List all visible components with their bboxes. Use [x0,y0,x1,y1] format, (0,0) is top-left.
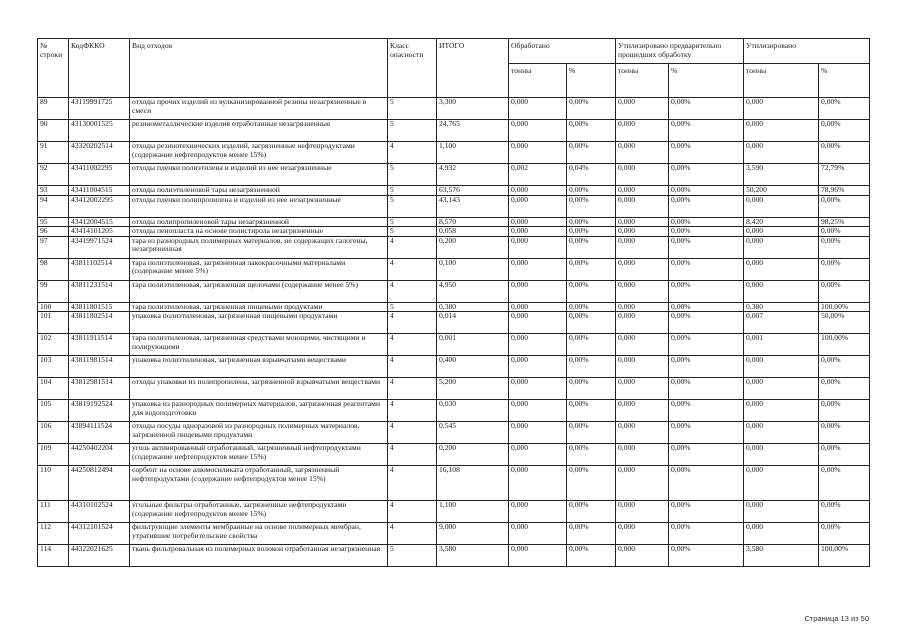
hazard-class: 4 [388,400,437,422]
table-row [38,501,870,523]
utilized-pct: 98,25% [819,217,870,227]
hazard-class: 5 [388,98,437,120]
row-number: 114 [38,545,69,567]
row-number: 89 [38,98,69,120]
waste-description: тара полиэтиленовая, загрязненная пищевыми продуктами [130,302,388,312]
utilized-pct: 100,00% [819,334,870,356]
total-tons: 4,950 [437,280,509,302]
table-row [38,280,870,302]
waste-description: отходы пленки полиэтилена и изделий из нее незагрязненные [130,164,388,186]
total-tons: 3,580 [437,545,509,567]
utilized-pre-pct: 0,00% [669,523,744,545]
processed-pct: 0,00% [567,195,616,217]
processed-pct: 0,00% [567,302,616,312]
waste-code: 43811911514 [69,334,130,356]
header-code: КодФККО [69,39,130,98]
row-number: 103 [38,356,69,378]
waste-description: отходы полиэтиленовой тары незагрязненной [130,186,388,196]
processed-tons: 0,000 [509,523,567,545]
utilized-pre-pct: 0,00% [669,466,744,501]
waste-description: отходы пленки полипропилена и изделий из нее незагрязненные [130,195,388,217]
processed-tons: 0,000 [509,98,567,120]
processed-tons: 0,000 [509,280,567,302]
processed-tons: 0,000 [509,258,567,280]
header-row-number: № строки [38,39,69,98]
utilized-pct: 0,00% [819,236,870,258]
utilized-pre-pct: 0,00% [669,302,744,312]
waste-description: упаковка из разнородных полимерных материалов, загрязненная реагентами для водоподготовки [130,400,388,422]
waste-description: отходы пенопласта на основе полистирола незагрязненные [130,227,388,237]
row-number: 96 [38,227,69,237]
processed-tons: 0,000 [509,217,567,227]
utilized-pre-tons: 0,000 [616,302,669,312]
waste-description: отходы резинотехнических изделий, загрязненные нефтепродуктами (содержание нефтепродуктов менее 15%) [130,142,388,164]
utilized-tons: 50,200 [744,186,819,196]
processed-pct: 0,00% [567,312,616,334]
utilized-pre-pct: 0,00% [669,142,744,164]
header-processed-tons: тонны [509,64,567,98]
row-number: 112 [38,523,69,545]
processed-pct: 0,00% [567,227,616,237]
utilized-pct: 0,00% [819,142,870,164]
utilized-pre-tons: 0,000 [616,164,669,186]
table-row [38,258,870,280]
total-tons: 0,200 [437,444,509,466]
utilized-tons: 0,000 [744,501,819,523]
utilized-tons: 3,580 [744,545,819,567]
processed-tons: 0,000 [509,142,567,164]
utilized-pct: 0,00% [819,356,870,378]
utilized-pre-tons: 0,000 [616,312,669,334]
utilized-tons: 0,000 [744,120,819,142]
utilized-pre-tons: 0,000 [616,545,669,567]
row-number: 94 [38,195,69,217]
row-number: 110 [38,466,69,501]
total-tons: 0,400 [437,356,509,378]
waste-description: ткань фильтровальная из полимерных волокон отработанная незагрязненная [130,545,388,567]
waste-code: 44312101524 [69,523,130,545]
utilized-tons: 0,000 [744,236,819,258]
utilized-pre-tons: 0,000 [616,280,669,302]
utilized-pre-tons: 0,000 [616,422,669,444]
waste-code: 43412002295 [69,195,130,217]
waste-code: 44250812494 [69,466,130,501]
hazard-class: 4 [388,501,437,523]
total-tons: 16,108 [437,466,509,501]
waste-code: 43811801515 [69,302,130,312]
total-tons: 1,100 [437,142,509,164]
processed-pct: 0,00% [567,120,616,142]
total-tons: 0,001 [437,334,509,356]
total-tons: 0,058 [437,227,509,237]
waste-code: 43419971524 [69,236,130,258]
waste-code: 43412004515 [69,217,130,227]
utilized-pre-tons: 0,000 [616,378,669,400]
utilized-pct: 0,00% [819,227,870,237]
row-number: 101 [38,312,69,334]
total-tons: 4,932 [437,164,509,186]
processed-pct: 0,00% [567,236,616,258]
hazard-class: 5 [388,195,437,217]
total-tons: 63,576 [437,186,509,196]
processed-pct: 0,00% [567,501,616,523]
header-utilized: Утилизировано [744,39,870,64]
header-utilized-pre-pct: % [669,64,744,98]
hazard-class: 5 [388,545,437,567]
utilized-pct: 0,00% [819,523,870,545]
processed-pct: 0,00% [567,378,616,400]
hazard-class: 4 [388,422,437,444]
processed-tons: 0,000 [509,400,567,422]
hazard-class: 5 [388,164,437,186]
utilized-pct: 0,00% [819,466,870,501]
utilized-pre-tons: 0,000 [616,258,669,280]
utilized-pre-pct: 0,00% [669,98,744,120]
hazard-class: 4 [388,356,437,378]
utilized-pct: 0,00% [819,422,870,444]
utilized-pre-pct: 0,00% [669,120,744,142]
table-row [38,227,870,237]
header-hazard-class: Класс опасности [388,39,437,98]
waste-table [37,38,870,567]
utilized-pre-pct: 0,00% [669,400,744,422]
processed-pct: 0,00% [567,334,616,356]
waste-code: 44250402204 [69,444,130,466]
processed-tons: 0,000 [509,120,567,142]
utilized-pct: 0,00% [819,444,870,466]
processed-pct: 0,00% [567,142,616,164]
hazard-class: 4 [388,280,437,302]
utilized-pre-pct: 0,00% [669,195,744,217]
table-row [38,98,870,120]
hazard-class: 5 [388,302,437,312]
processed-pct: 0,00% [567,523,616,545]
total-tons: 24,765 [437,120,509,142]
processed-pct: 0,00% [567,356,616,378]
total-tons: 5,200 [437,378,509,400]
utilized-pct: 78,96% [819,186,870,196]
processed-tons: 0,000 [509,236,567,258]
utilized-pct: 0,00% [819,120,870,142]
row-number: 104 [38,378,69,400]
utilized-pre-pct: 0,00% [669,280,744,302]
utilized-tons: 8,420 [744,217,819,227]
utilized-tons: 0,000 [744,98,819,120]
processed-tons: 0,000 [509,312,567,334]
utilized-pct: 0,00% [819,501,870,523]
processed-tons: 0,000 [509,186,567,196]
processed-tons: 0,000 [509,378,567,400]
table-row [38,120,870,142]
utilized-tons: 0,001 [744,334,819,356]
utilized-pre-tons: 0,000 [616,227,669,237]
utilized-tons: 0,000 [744,195,819,217]
processed-pct: 0,00% [567,258,616,280]
utilized-pre-pct: 0,00% [669,227,744,237]
waste-code: 43811231514 [69,280,130,302]
total-tons: 8,570 [437,217,509,227]
page-number: Страница 13 из 50 [804,614,869,623]
table-row [38,466,870,501]
hazard-class: 4 [388,523,437,545]
utilized-pre-pct: 0,00% [669,444,744,466]
utilized-tons: 0,000 [744,400,819,422]
header-processed-pct: % [567,64,616,98]
processed-pct: 0,00% [567,545,616,567]
waste-description: отходы полипропиленовой тары незагрязненной [130,217,388,227]
utilized-tons: 0,000 [744,523,819,545]
table-row [38,400,870,422]
waste-description: отходы посуды одноразовой из разнородных полимерных материалов, загрязненной пищевыми продуктами [130,422,388,444]
processed-tons: 0,000 [509,227,567,237]
utilized-pre-pct: 0,00% [669,545,744,567]
processed-pct: 0,00% [567,186,616,196]
waste-code: 43411002295 [69,164,130,186]
waste-code: 43320202514 [69,142,130,164]
table-row [38,334,870,356]
waste-description: отходы упаковки из полипропилена, загрязненной взрывчатыми веществами [130,378,388,400]
row-number: 93 [38,186,69,196]
waste-code: 43414101205 [69,227,130,237]
total-tons: 0,545 [437,422,509,444]
waste-code: 44310102524 [69,501,130,523]
row-number: 109 [38,444,69,466]
waste-description: резинометаллические изделия отработанные незагрязненные [130,120,388,142]
utilized-pct: 0,00% [819,400,870,422]
waste-code: 43811102514 [69,258,130,280]
total-tons: 0,200 [437,236,509,258]
total-tons: 0,380 [437,302,509,312]
total-tons: 0,014 [437,312,509,334]
header-utilized-pre: Утилизировано предварительно прошедших обработку [616,39,744,64]
hazard-class: 4 [388,312,437,334]
utilized-pre-pct: 0,00% [669,258,744,280]
utilized-tons: 0,000 [744,466,819,501]
table-row [38,444,870,466]
processed-tons: 0,000 [509,545,567,567]
utilized-pct: 0,00% [819,98,870,120]
row-number: 95 [38,217,69,227]
waste-code: 43819192524 [69,400,130,422]
row-number: 97 [38,236,69,258]
processed-pct: 0,00% [567,466,616,501]
header-utilized-tons: тонны [744,64,819,98]
utilized-pre-pct: 0,00% [669,217,744,227]
utilized-pre-pct: 0,00% [669,378,744,400]
waste-code: 43811802514 [69,312,130,334]
waste-description: тара полиэтиленовая, загрязненная щелочами (содержание менее 5%) [130,280,388,302]
utilized-pre-tons: 0,000 [616,523,669,545]
processed-pct: 0,00% [567,98,616,120]
header-waste-type: Вид отходов [130,39,388,98]
utilized-pre-tons: 0,000 [616,356,669,378]
processed-tons: 0,000 [509,444,567,466]
waste-description: тара из разнородных полимерных материалов, не содержащих галогены, незагрязненная [130,236,388,258]
row-number: 100 [38,302,69,312]
hazard-class: 5 [388,217,437,227]
header-total: ИТОГО [437,39,509,98]
table-row [38,186,870,196]
utilized-pre-tons: 0,000 [616,98,669,120]
utilized-tons: 0,000 [744,356,819,378]
processed-pct: 0,00% [567,280,616,302]
table-row [38,523,870,545]
total-tons: 0,100 [437,258,509,280]
waste-code: 43411004515 [69,186,130,196]
utilized-tons: 0,007 [744,312,819,334]
utilized-pre-tons: 0,000 [616,186,669,196]
processed-pct: 0,04% [567,164,616,186]
processed-tons: 0,000 [509,356,567,378]
waste-description: сорбент на основе алюмосиликата отработанный, загрязненный нефтепродуктами (содержание нефтепродуктов менее 15%) [130,466,388,501]
hazard-class: 4 [388,258,437,280]
utilized-pre-pct: 0,00% [669,164,744,186]
utilized-tons: 0,000 [744,258,819,280]
waste-code: 43130001525 [69,120,130,142]
utilized-pre-tons: 0,000 [616,501,669,523]
row-number: 92 [38,164,69,186]
processed-tons: 0,000 [509,422,567,444]
row-number: 102 [38,334,69,356]
table-row [38,422,870,444]
hazard-class: 4 [388,236,437,258]
utilized-pct: 0,00% [819,280,870,302]
row-number: 91 [38,142,69,164]
utilized-pre-tons: 0,000 [616,236,669,258]
utilized-pre-pct: 0,00% [669,501,744,523]
utilized-tons: 0,000 [744,444,819,466]
table-row [38,217,870,227]
utilized-pre-tons: 0,000 [616,195,669,217]
waste-description: угольные фильтры отработанные, загрязненные нефтепродуктами (содержание нефтепродуктов менее 15%) [130,501,388,523]
processed-tons: 0,000 [509,334,567,356]
utilized-tons: 0,000 [744,227,819,237]
utilized-pre-tons: 0,000 [616,466,669,501]
waste-description: упаковка полиэтиленовая, загрязненная пищевыми продуктами [130,312,388,334]
waste-description: упаковка полиэтиленовая, загрязненная взрывчатыми веществами [130,356,388,378]
waste-description: отходы прочих изделий из вулканизированной резины незагрязненные в смеси [130,98,388,120]
utilized-pre-pct: 0,00% [669,236,744,258]
utilized-pre-pct: 0,00% [669,312,744,334]
table-row [38,356,870,378]
hazard-class: 5 [388,186,437,196]
processed-tons: 0,000 [509,302,567,312]
waste-description: тара полиэтиленовая, загрязненная средствами моющими, чистящими и полирующими [130,334,388,356]
table-row [38,236,870,258]
utilized-tons: 0,000 [744,142,819,164]
row-number: 106 [38,422,69,444]
table-row [38,142,870,164]
table-row [38,164,870,186]
row-number: 99 [38,280,69,302]
row-number: 105 [38,400,69,422]
table-row [38,545,870,567]
processed-pct: 0,00% [567,217,616,227]
processed-pct: 0,00% [567,422,616,444]
utilized-pre-tons: 0,000 [616,400,669,422]
waste-description: фильтрующие элементы мембранные на основе полимерных мембран, утратившие потребительские свойства [130,523,388,545]
utilized-pre-pct: 0,00% [669,422,744,444]
row-number: 98 [38,258,69,280]
utilized-pre-tons: 0,000 [616,142,669,164]
table-row [38,302,870,312]
table-row [38,378,870,400]
utilized-pct: 100,00% [819,545,870,567]
hazard-class: 5 [388,120,437,142]
waste-code: 43894111524 [69,422,130,444]
utilized-tons: 0,380 [744,302,819,312]
processed-pct: 0,00% [567,444,616,466]
processed-tons: 0,000 [509,195,567,217]
processed-tons: 0,000 [509,466,567,501]
utilized-pre-pct: 0,00% [669,186,744,196]
hazard-class: 4 [388,466,437,501]
total-tons: 0,030 [437,400,509,422]
waste-code: 43811981514 [69,356,130,378]
hazard-class: 4 [388,378,437,400]
header-utilized-pct: % [819,64,870,98]
hazard-class: 5 [388,227,437,237]
total-tons: 1,100 [437,501,509,523]
utilized-pre-tons: 0,000 [616,217,669,227]
utilized-tons: 0,000 [744,378,819,400]
utilized-pre-pct: 0,00% [669,356,744,378]
processed-tons: 0,000 [509,501,567,523]
utilized-pct: 50,00% [819,312,870,334]
utilized-tons: 0,000 [744,280,819,302]
utilized-tons: 3,590 [744,164,819,186]
processed-pct: 0,00% [567,400,616,422]
utilized-pct: 0,00% [819,258,870,280]
row-number: 90 [38,120,69,142]
hazard-class: 4 [388,444,437,466]
waste-description: тара полиэтиленовая, загрязненная лакокрасочными материалами (содержание менее 5%) [130,258,388,280]
header-processed: Обработано [509,39,616,64]
utilized-pct: 100,00% [819,302,870,312]
waste-description: уголь активированный отработанный, загрязненный нефтепродуктами (содержание нефтепродуктов менее 15%) [130,444,388,466]
utilized-pct: 0,00% [819,195,870,217]
total-tons: 9,000 [437,523,509,545]
utilized-pre-tons: 0,000 [616,120,669,142]
total-tons: 3,300 [437,98,509,120]
row-number: 111 [38,501,69,523]
hazard-class: 4 [388,334,437,356]
hazard-class: 4 [388,142,437,164]
table-row [38,195,870,217]
total-tons: 43,143 [437,195,509,217]
utilized-pre-tons: 0,000 [616,334,669,356]
utilized-tons: 0,000 [744,422,819,444]
header-utilized-pre-tons: тонны [616,64,669,98]
utilized-pre-tons: 0,000 [616,444,669,466]
utilized-pct: 72,79% [819,164,870,186]
waste-code: 44322021625 [69,545,130,567]
waste-code: 43812981514 [69,378,130,400]
utilized-pct: 0,00% [819,378,870,400]
processed-tons: 0,002 [509,164,567,186]
waste-code: 43119991725 [69,98,130,120]
table-row [38,312,870,334]
utilized-pre-pct: 0,00% [669,334,744,356]
